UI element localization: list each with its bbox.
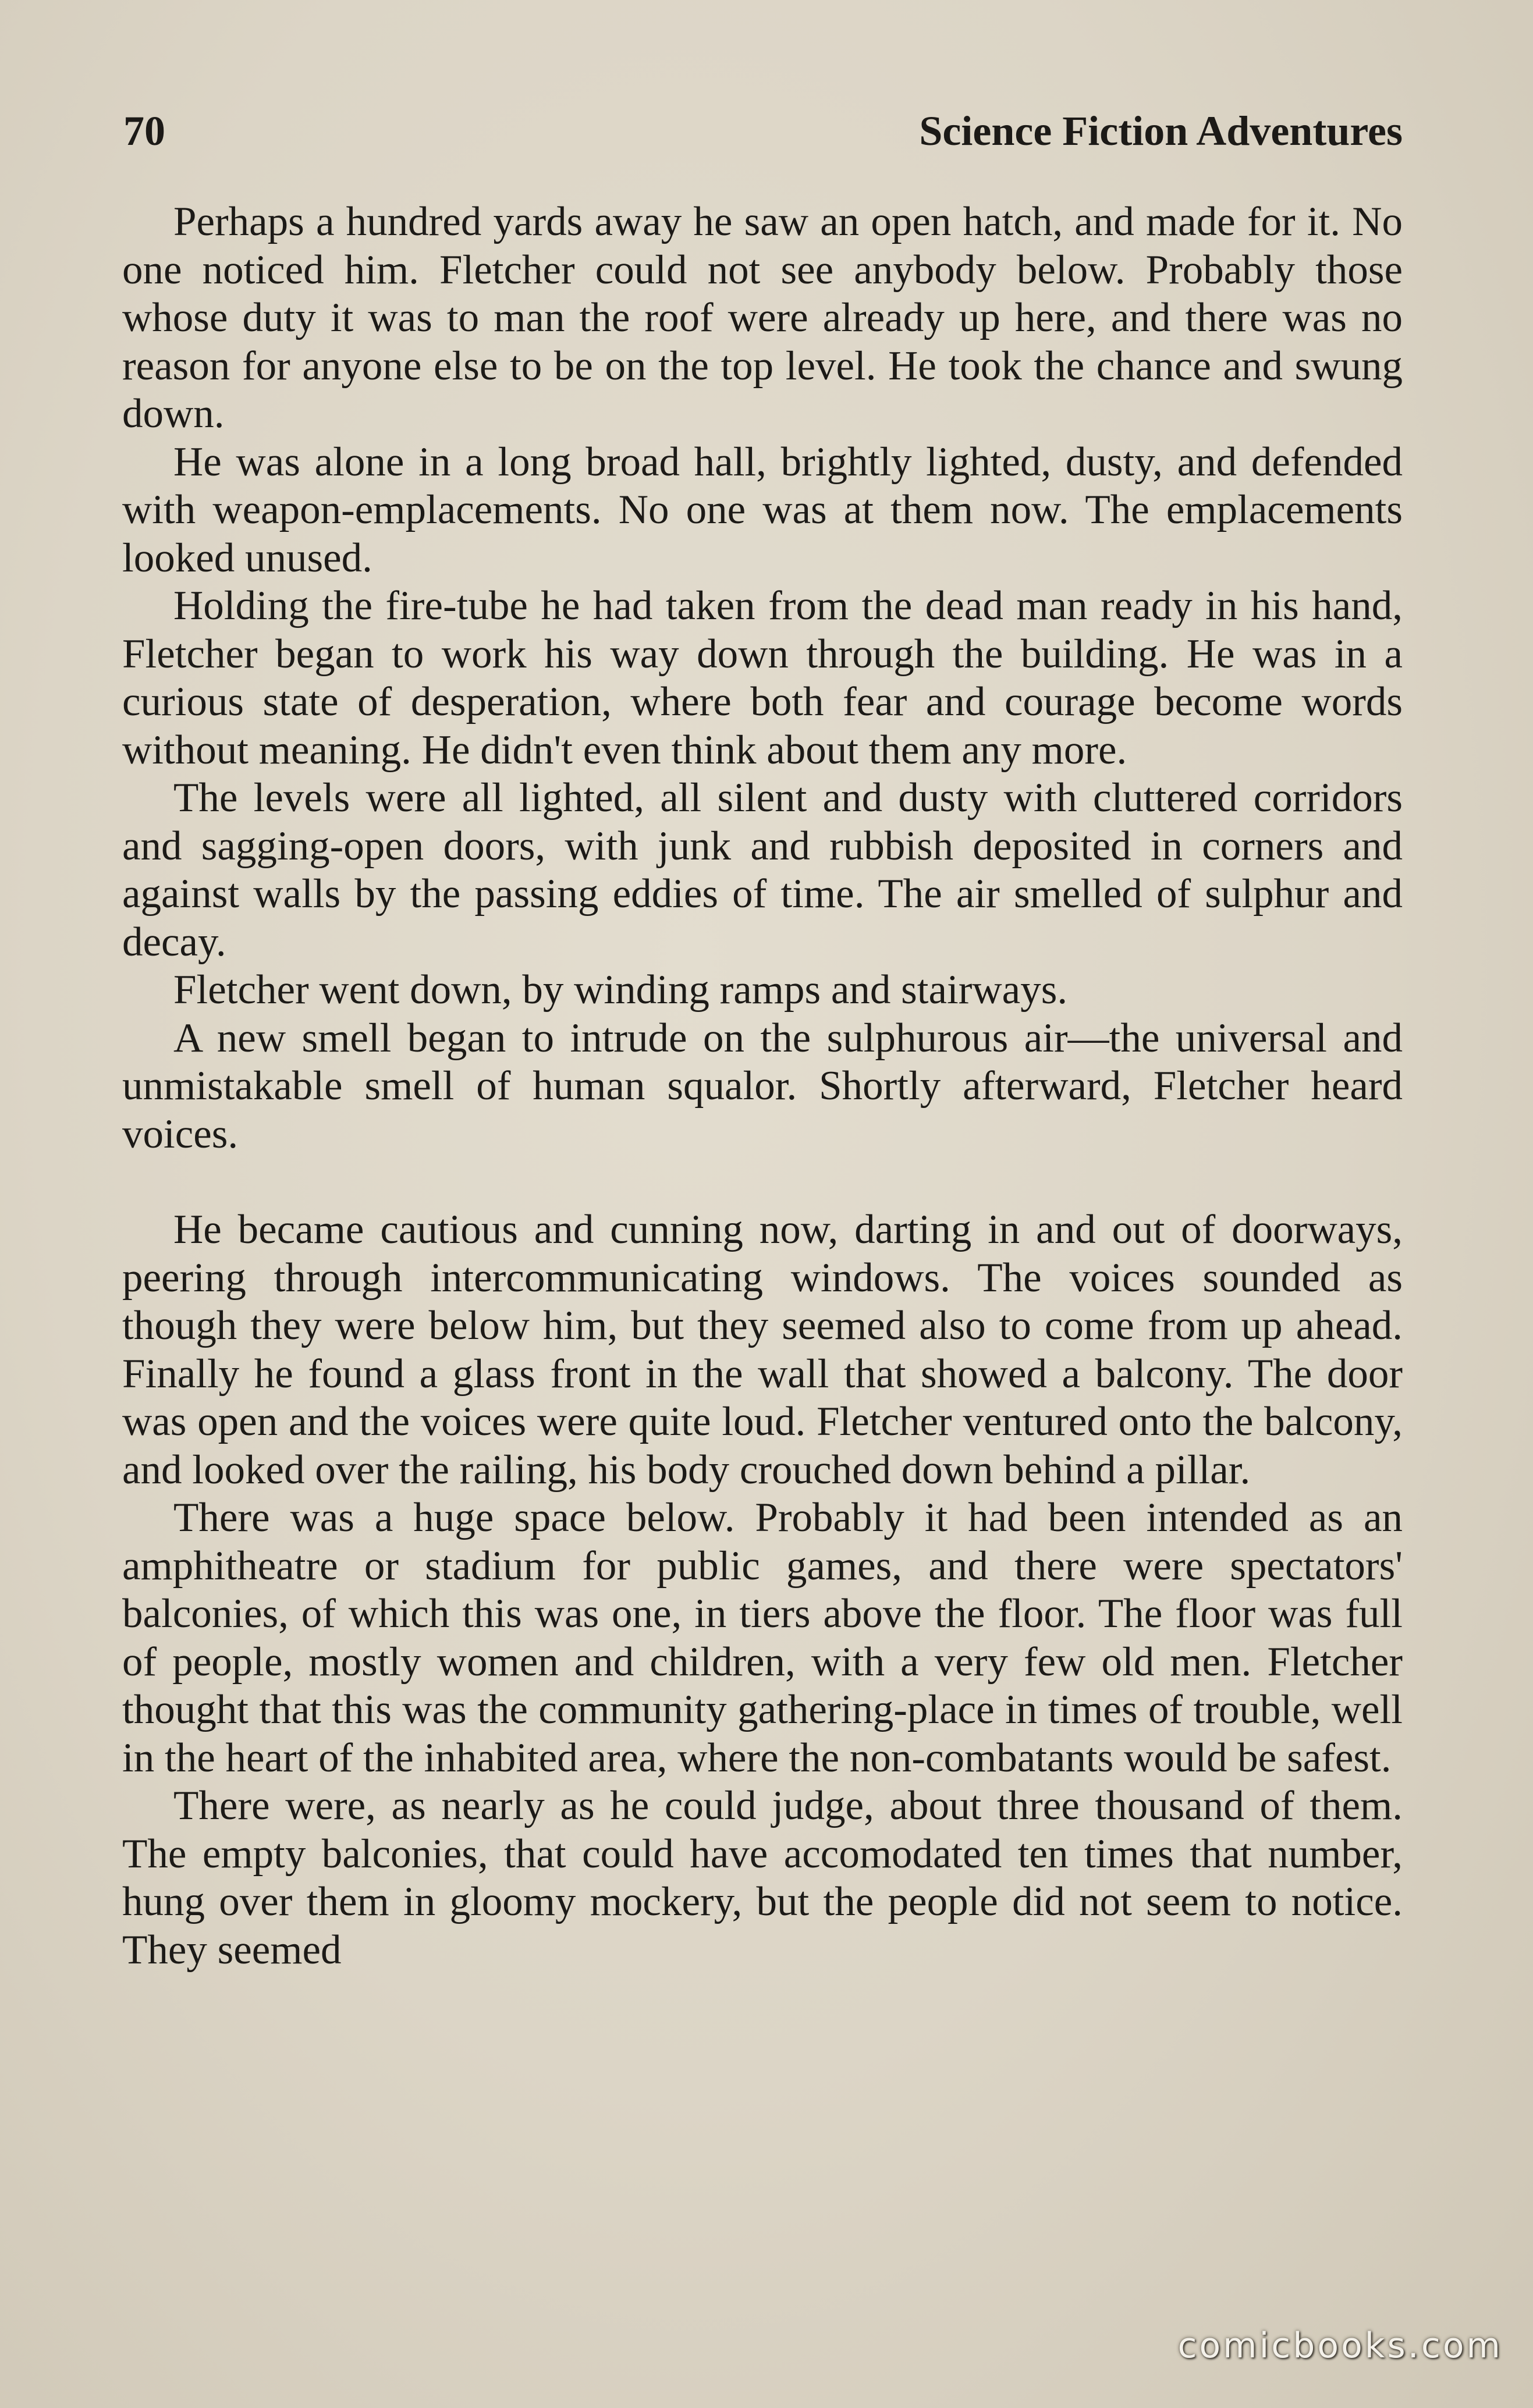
- paragraph-7: He became cautious and cunning now, darting in and out of doorways, peering through intercommunicating windows. The voices sounded as though they were below him, but they seemed also to come from up ahead. Finally he found a glass front in the wall that showed a balcony. The door was open and the voices were quite loud. Fletcher ventured onto the balcony, and looked over the railing, his body crouched down behind a pillar.: [122, 1207, 1403, 1493]
- running-title: Science Fiction Adventures: [919, 108, 1403, 154]
- paragraph-3: Holding the fire-tube he had taken from the dead man ready in his hand, Fletcher began to work his way down through the building. He was in a curious state of desperation, where both fear and courage become words without meaning. He didn't even think about them any more.: [122, 583, 1403, 773]
- paragraph-6: A new smell began to intrude on the sulphurous air—the universal and unmistakable smell of human squalor. Shortly afterward, Fletcher heard voices.: [122, 1015, 1403, 1157]
- paragraph-2: He was alone in a long broad hall, brightly lighted, dusty, and defended with weapon-emplacements. No one was at them now. The emplacements looked unused.: [122, 439, 1403, 581]
- paragraph-8: There was a huge space below. Probably it had been intended as an amphitheatre or stadium for public games, and there were spectators' balconies, of which this was one, in tiers above the floor. The floor was full of people, mostly women and children, with a very few old men. Fletcher thought that this was the community gathering-place in times of trouble, well in the heart of the inhabited area, where the non-combatants would be safest.: [122, 1495, 1403, 1781]
- paragraph-5: Fletcher went down, by winding ramps and stairways.: [173, 967, 1068, 1013]
- watermark: comicbooks.com: [1177, 2325, 1503, 2366]
- section-break: [122, 1158, 1403, 1206]
- running-head: [123, 93, 1403, 169]
- page-number: 70: [123, 108, 165, 154]
- paragraph-4: The levels were all lighted, all silent and dusty with cluttered corridors and sagging-open doors, with junk and rubbish deposited in corners and against walls by the passing eddies of time. The air smelled of sulphur and decay.: [122, 775, 1403, 965]
- paragraph-9: There were, as nearly as he could judge, about three thousand of them. The empty balconies, that could have accomodated ten times that number, hung over them in gloomy mockery, but the people did not seem to notice. They seemed: [122, 1783, 1403, 1973]
- paragraph-1: Perhaps a hundred yards away he saw an open hatch, and made for it. No one noticed him. Fletcher could not see anybody below. Probably those whose duty it was to man the roof were already up here, and there was no reason for anyone else to be on the top level. He took the chance and swung down.: [122, 199, 1403, 436]
- body-text: [122, 198, 1403, 1974]
